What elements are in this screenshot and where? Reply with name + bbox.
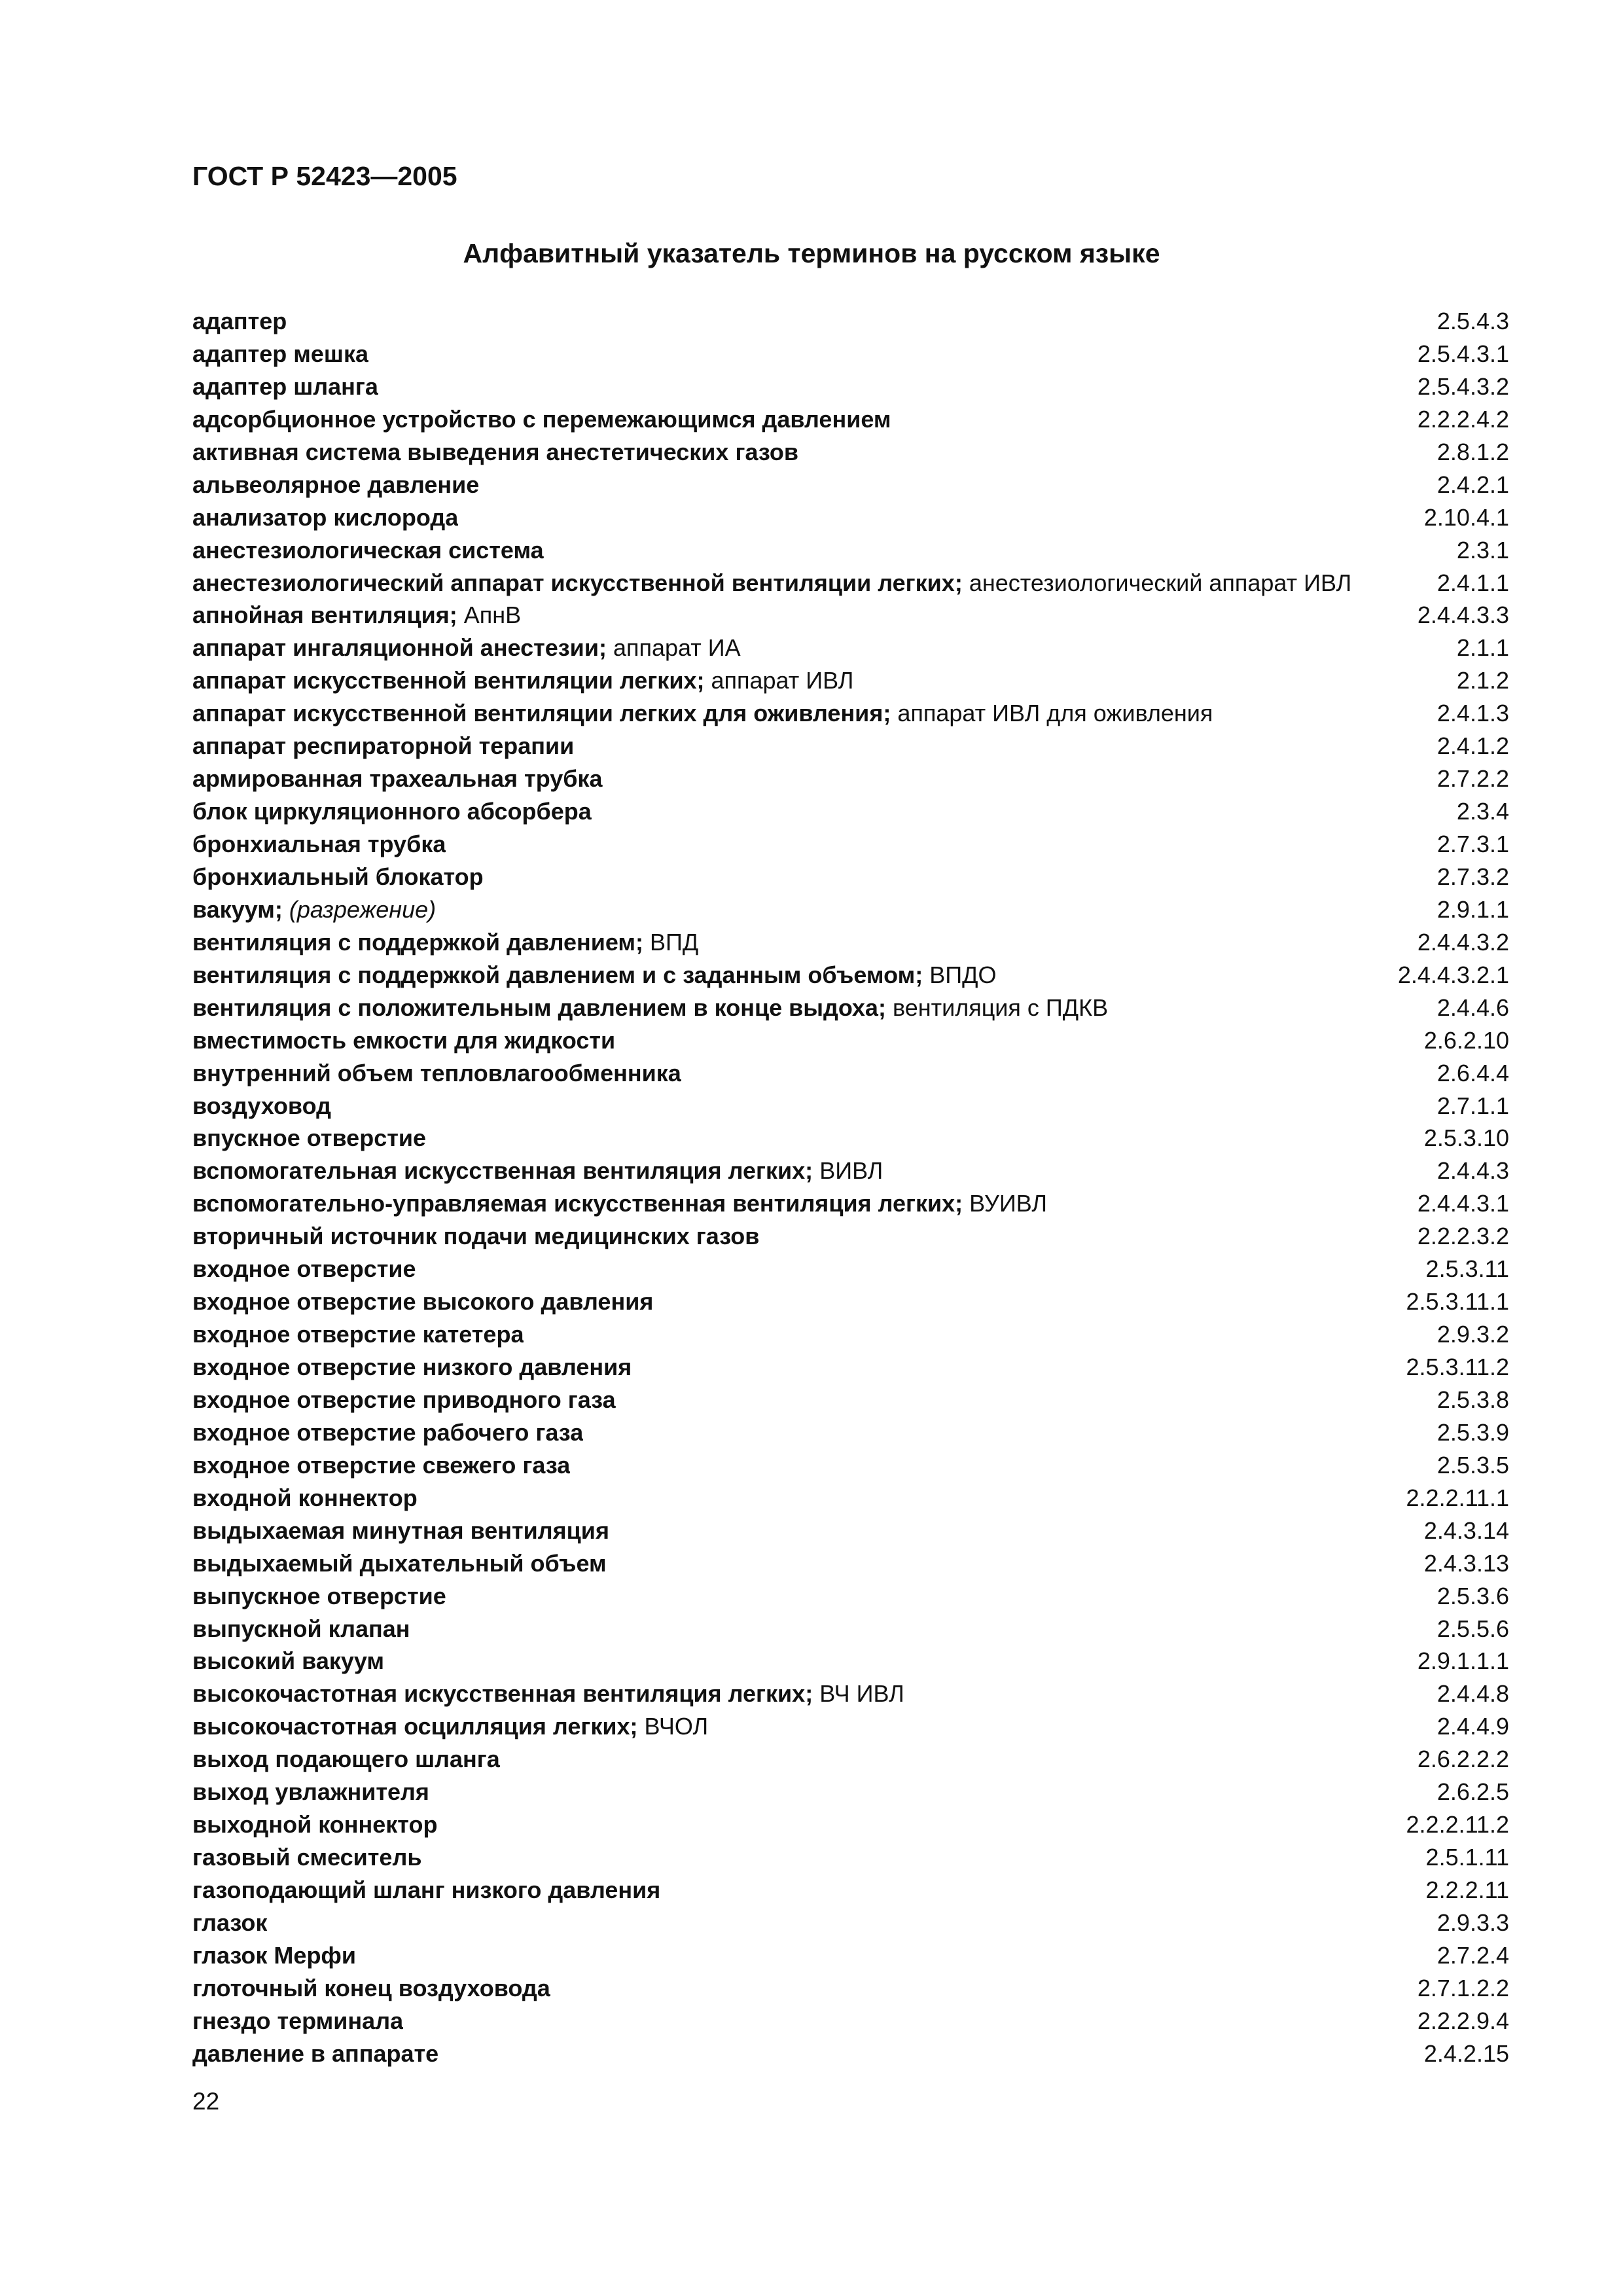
- index-entry: [192, 1547, 1509, 1580]
- entry-reference: 2.7.3.2: [1436, 863, 1509, 890]
- entry-term: бронхиальный блокатор: [192, 863, 484, 890]
- entry-reference: 2.5.3.9: [1436, 1418, 1509, 1446]
- entry-term-group: [192, 2037, 438, 2070]
- entry-synonym: аппарат ИВЛ для оживления: [897, 700, 1213, 727]
- entry-reference: 2.4.3.14: [1423, 1516, 1509, 1544]
- entry-term-group: [192, 1677, 904, 1710]
- entry-term-group: [192, 632, 741, 664]
- entry-term: глазок: [192, 1909, 268, 1936]
- entry-reference: 2.4.1.1: [1436, 569, 1509, 596]
- entry-term: аппарат респираторной терапии: [192, 732, 575, 760]
- entry-reference: 2.4.4.8: [1436, 1680, 1509, 1708]
- entry-term-group: [192, 1515, 609, 1547]
- entry-term: внутренний объем тепловлагообменника: [192, 1059, 681, 1086]
- entry-reference: 2.4.4.6: [1436, 994, 1509, 1021]
- entry-reference: 2.2.2.4.2: [1417, 405, 1509, 433]
- entry-term-group: [192, 1972, 550, 2005]
- index-entry: [192, 1384, 1509, 1416]
- entry-synonym: ВЧ ИВЛ: [819, 1680, 904, 1708]
- entry-term-group: [192, 2005, 403, 2037]
- entry-term-group: [192, 664, 853, 697]
- entry-reference: 2.5.3.10: [1423, 1124, 1509, 1152]
- index-entry: [192, 795, 1509, 828]
- entry-synonym: ВЧОЛ: [644, 1713, 709, 1740]
- entry-term: выход подающего шланга: [192, 1746, 500, 1773]
- entry-reference: 2.2.2.11: [1425, 1876, 1509, 1903]
- entry-term: вентиляция с положительным давлением в конце выдоха;: [192, 994, 886, 1021]
- index-entry: [192, 1351, 1509, 1384]
- entry-reference: 2.5.4.3: [1436, 308, 1509, 334]
- entry-term: вторичный источник подачи медицинских газов: [192, 1223, 760, 1250]
- entry-reference: 2.9.3.2: [1436, 1321, 1509, 1348]
- entry-term-group: [192, 1384, 616, 1416]
- entry-term: анестезиологический аппарат искусственной вентиляции легких;: [192, 569, 963, 596]
- index-entry: [192, 1024, 1509, 1057]
- entry-term-group: [192, 1122, 426, 1155]
- entry-reference: 2.1.1: [1456, 634, 1509, 662]
- entry-reference: 2.2.2.9.4: [1417, 2007, 1509, 2034]
- entry-reference: 2.4.4.3.3: [1417, 601, 1509, 629]
- entry-term-group: [192, 1351, 632, 1384]
- entry-term-group: [192, 469, 479, 501]
- entry-term: вентиляция с поддержкой давлением;: [192, 928, 644, 956]
- entry-reference: 2.5.1.11: [1425, 1844, 1509, 1871]
- entry-term-group: [192, 1155, 883, 1187]
- entry-term: анестезиологическая система: [192, 536, 544, 564]
- entry-reference: 2.3.1: [1456, 536, 1509, 564]
- index-entry: [192, 1874, 1509, 1907]
- index-entry: [192, 1449, 1509, 1482]
- entry-term: глоточный конец воздуховода: [192, 1974, 550, 2001]
- entry-reference: 2.7.1.1: [1436, 1092, 1509, 1119]
- index-entry: [192, 926, 1509, 959]
- entry-term-group: [192, 1220, 759, 1253]
- entry-term-group: [192, 501, 458, 534]
- entry-reference: 2.9.1.1: [1436, 895, 1509, 923]
- entry-term: впускное отверстие: [192, 1124, 426, 1152]
- index-entry: [192, 1743, 1509, 1776]
- entry-term: апнойная вентиляция;: [192, 601, 457, 629]
- entry-reference: 2.5.3.5: [1436, 1451, 1509, 1479]
- entry-term: выдыхаемая минутная вентиляция: [192, 1516, 609, 1544]
- index-entry: [192, 1482, 1509, 1515]
- index-entry: [192, 1776, 1509, 1808]
- index-entry: [192, 305, 1509, 338]
- entry-term-group: [192, 599, 521, 632]
- entry-term-group: [192, 1547, 607, 1580]
- index-title: Алфавитный указатель терминов на русском языке: [463, 238, 1160, 268]
- entry-term: адаптер шланга: [192, 372, 378, 400]
- entry-term: адаптер мешка: [192, 340, 368, 367]
- entry-term: бронхиальная трубка: [192, 831, 446, 857]
- index-entry: [192, 959, 1509, 992]
- entry-term: вакуум;: [192, 895, 283, 923]
- term-index-list: [192, 305, 1509, 2070]
- index-entry: [192, 1220, 1509, 1253]
- entry-term-group: [192, 1907, 267, 1939]
- index-entry: [192, 1710, 1509, 1743]
- entry-term: аппарат искусственной вентиляции легких;: [192, 667, 705, 694]
- entry-term: вентиляция с поддержкой давлением и с заданным объемом;: [192, 961, 923, 988]
- entry-reference: 2.5.4.3.2: [1417, 372, 1509, 400]
- entry-synonym: вентиляция с ПДКВ: [892, 994, 1109, 1021]
- entry-term-group: [192, 828, 446, 861]
- entry-reference: 2.4.1.2: [1436, 732, 1509, 760]
- index-entry: [192, 1907, 1509, 1939]
- entry-term: высокочастотная искусственная вентиляция легких;: [192, 1680, 813, 1708]
- index-entry: [192, 1155, 1509, 1187]
- entry-term: воздуховод: [192, 1092, 331, 1119]
- entry-reference: 2.5.3.6: [1436, 1582, 1509, 1609]
- index-entry: [192, 1972, 1509, 2005]
- index-entry: [192, 1580, 1509, 1613]
- entry-reference: 2.7.3.1: [1436, 831, 1509, 857]
- index-entry: [192, 1285, 1509, 1318]
- index-entry: [192, 2005, 1509, 2037]
- index-entry: [192, 599, 1509, 632]
- entry-term: высокий вакуум: [192, 1647, 385, 1675]
- entry-synonym: (разрежение): [289, 895, 437, 923]
- entry-term-group: [192, 926, 698, 959]
- entry-term-group: [192, 370, 378, 403]
- entry-term-group: [192, 1285, 653, 1318]
- entry-synonym: ВПДО: [929, 961, 997, 988]
- entry-term-group: [192, 1090, 331, 1122]
- entry-term: аппарат искусственной вентиляции легких для оживления;: [192, 700, 891, 727]
- entry-reference: 2.9.1.1.1: [1417, 1647, 1509, 1675]
- entry-reference: 2.2.2.11.2: [1406, 1811, 1509, 1839]
- index-entry: [192, 762, 1509, 795]
- index-entry: [192, 1677, 1509, 1710]
- entry-term-group: [192, 861, 484, 893]
- index-entry: [192, 664, 1509, 697]
- entry-term: входное отверстие: [192, 1255, 416, 1283]
- entry-term-group: [192, 338, 368, 370]
- entry-term: глазок Мерфи: [192, 1941, 357, 1969]
- entry-term: входное отверстие катетера: [192, 1321, 524, 1348]
- entry-term-group: [192, 893, 436, 926]
- entry-reference: 2.4.2.15: [1423, 2039, 1509, 2067]
- entry-reference: 2.4.2.1: [1436, 471, 1509, 498]
- entry-reference: 2.4.1.3: [1436, 700, 1509, 727]
- entry-term: выпускное отверстие: [192, 1582, 446, 1609]
- index-entry: [192, 436, 1509, 469]
- entry-synonym: АпнВ: [463, 601, 522, 629]
- index-entry: [192, 1122, 1509, 1155]
- entry-term: входное отверстие рабочего газа: [192, 1418, 584, 1446]
- index-entry: [192, 1808, 1509, 1841]
- entry-term-group: [192, 567, 1351, 600]
- entry-term-group: [192, 1187, 1047, 1220]
- entry-term-group: [192, 1939, 356, 1972]
- entry-term: входное отверстие приводного газа: [192, 1386, 616, 1413]
- entry-reference: 2.7.1.2.2: [1417, 1974, 1509, 2001]
- index-entry: [192, 1057, 1509, 1090]
- entry-reference: 2.6.2.10: [1423, 1026, 1509, 1054]
- entry-term-group: [192, 1449, 570, 1482]
- index-entry: [192, 1645, 1509, 1677]
- entry-term: газоподающий шланг низкого давления: [192, 1876, 661, 1903]
- document-header: ГОСТ Р 52423—2005: [192, 161, 457, 191]
- entry-term: анализатор кислорода: [192, 503, 459, 531]
- index-entry: [192, 1187, 1509, 1220]
- entry-term: выдыхаемый дыхательный объем: [192, 1549, 607, 1577]
- entry-term-group: [192, 1710, 708, 1743]
- entry-term: давление в аппарате: [192, 2039, 439, 2067]
- index-entry: [192, 534, 1509, 567]
- index-entry: [192, 1090, 1509, 1122]
- entry-term: гнездо терминала: [192, 2007, 404, 2034]
- entry-synonym: аппарат ИА: [613, 634, 741, 662]
- entry-synonym: ВИВЛ: [819, 1157, 883, 1185]
- entry-term-group: [192, 305, 287, 338]
- index-entry: [192, 1515, 1509, 1547]
- page-number: 22: [192, 2088, 220, 2115]
- entry-reference: 2.10.4.1: [1423, 503, 1509, 531]
- index-entry: [192, 992, 1509, 1024]
- entry-term-group: [192, 436, 798, 469]
- index-entry: [192, 861, 1509, 893]
- entry-term-group: [192, 1841, 421, 1874]
- entry-reference: 2.9.3.3: [1436, 1909, 1509, 1936]
- entry-term: входное отверстие высокого давления: [192, 1288, 654, 1316]
- entry-reference: 2.4.3.13: [1423, 1549, 1509, 1577]
- entry-term-group: [192, 1645, 384, 1677]
- entry-term: входное отверстие свежего газа: [192, 1451, 571, 1479]
- entry-reference: 2.4.4.3.2.1: [1397, 961, 1509, 988]
- entry-term-group: [192, 1253, 416, 1285]
- entry-reference: 2.1.2: [1456, 667, 1509, 694]
- entry-term-group: [192, 959, 997, 992]
- entry-term-group: [192, 1613, 410, 1645]
- index-entry: [192, 338, 1509, 370]
- entry-term-group: [192, 795, 592, 828]
- entry-synonym: ВПД: [650, 928, 699, 956]
- entry-term: вспомогательная искусственная вентиляция легких;: [192, 1157, 813, 1185]
- index-entry: [192, 1416, 1509, 1449]
- entry-term: адсорбционное устройство с перемежающимся давлением: [192, 405, 891, 433]
- entry-term-group: [192, 1024, 615, 1057]
- entry-reference: 2.7.2.2: [1436, 765, 1509, 793]
- entry-reference: 2.4.4.3.1: [1417, 1190, 1509, 1217]
- entry-synonym: анестезиологический аппарат ИВЛ: [969, 569, 1352, 596]
- entry-term-group: [192, 1874, 660, 1907]
- entry-term: альвеолярное давление: [192, 471, 480, 498]
- entry-term-group: [192, 1416, 583, 1449]
- entry-reference: 2.8.1.2: [1436, 438, 1509, 465]
- entry-reference: 2.3.4: [1456, 798, 1509, 825]
- entry-term-group: [192, 1808, 437, 1841]
- entry-term-group: [192, 730, 574, 762]
- index-entry: [192, 1318, 1509, 1351]
- entry-term-group: [192, 992, 1108, 1024]
- index-entry: [192, 403, 1509, 436]
- entry-term: входное отверстие низкого давления: [192, 1354, 632, 1380]
- entry-reference: 2.5.3.11.2: [1406, 1354, 1509, 1380]
- entry-term-group: [192, 1776, 429, 1808]
- entry-reference: 2.5.3.8: [1436, 1386, 1509, 1413]
- entry-term-group: [192, 1743, 500, 1776]
- index-entry: [192, 501, 1509, 534]
- index-entry: [192, 730, 1509, 762]
- entry-reference: 2.6.2.5: [1436, 1778, 1509, 1806]
- entry-term: блок циркуляционного абсорбера: [192, 798, 592, 825]
- entry-term: вспомогательно-управляемая искусственная вентиляция легких;: [192, 1190, 963, 1217]
- index-entry: [192, 697, 1509, 730]
- entry-reference: 2.4.4.3.2: [1417, 928, 1509, 956]
- entry-reference: 2.5.4.3.1: [1417, 340, 1509, 367]
- entry-term-group: [192, 1580, 446, 1613]
- entry-term: выпускной клапан: [192, 1615, 410, 1642]
- entry-reference: 2.5.5.6: [1436, 1615, 1509, 1642]
- entry-reference: 2.5.3.11.1: [1406, 1288, 1509, 1316]
- entry-term: высокочастотная осцилляция легких;: [192, 1713, 638, 1740]
- entry-term: входной коннектор: [192, 1484, 418, 1511]
- entry-synonym: ВУИВЛ: [969, 1190, 1047, 1217]
- index-entry: [192, 469, 1509, 501]
- index-entry: [192, 828, 1509, 861]
- entry-term: аппарат ингаляционной анестезии;: [192, 634, 607, 662]
- entry-reference: 2.4.4.9: [1436, 1713, 1509, 1740]
- entry-term: газовый смеситель: [192, 1844, 422, 1871]
- entry-term-group: [192, 403, 891, 436]
- entry-reference: 2.2.2.3.2: [1417, 1223, 1509, 1250]
- entry-term-group: [192, 1318, 524, 1351]
- entry-term: адаптер: [192, 308, 287, 334]
- index-entry: [192, 1841, 1509, 1874]
- entry-term-group: [192, 534, 544, 567]
- entry-reference: 2.7.2.4: [1436, 1941, 1509, 1969]
- entry-reference: 2.6.4.4: [1436, 1059, 1509, 1086]
- entry-term: армированная трахеальная трубка: [192, 765, 603, 793]
- index-entry: [192, 370, 1509, 403]
- entry-reference: 2.4.4.3: [1436, 1157, 1509, 1185]
- entry-term-group: [192, 762, 603, 795]
- entry-synonym: аппарат ИВЛ: [711, 667, 854, 694]
- index-entry: [192, 1939, 1509, 1972]
- entry-reference: 2.2.2.11.1: [1406, 1484, 1509, 1511]
- index-entry: [192, 2037, 1509, 2070]
- entry-term-group: [192, 1482, 418, 1515]
- entry-term: выход увлажнителя: [192, 1778, 429, 1806]
- index-entry: [192, 893, 1509, 926]
- index-entry: [192, 1613, 1509, 1645]
- entry-term-group: [192, 1057, 681, 1090]
- index-entry: [192, 632, 1509, 664]
- entry-term: выходной коннектор: [192, 1811, 438, 1839]
- index-entry: [192, 1253, 1509, 1285]
- entry-reference: 2.6.2.2.2: [1417, 1746, 1509, 1773]
- index-entry: [192, 567, 1509, 600]
- entry-term-group: [192, 697, 1213, 730]
- entry-reference: 2.5.3.11: [1425, 1255, 1509, 1283]
- entry-term: вместимость емкости для жидкости: [192, 1026, 616, 1054]
- entry-term: активная система выведения анестетических газов: [192, 438, 799, 465]
